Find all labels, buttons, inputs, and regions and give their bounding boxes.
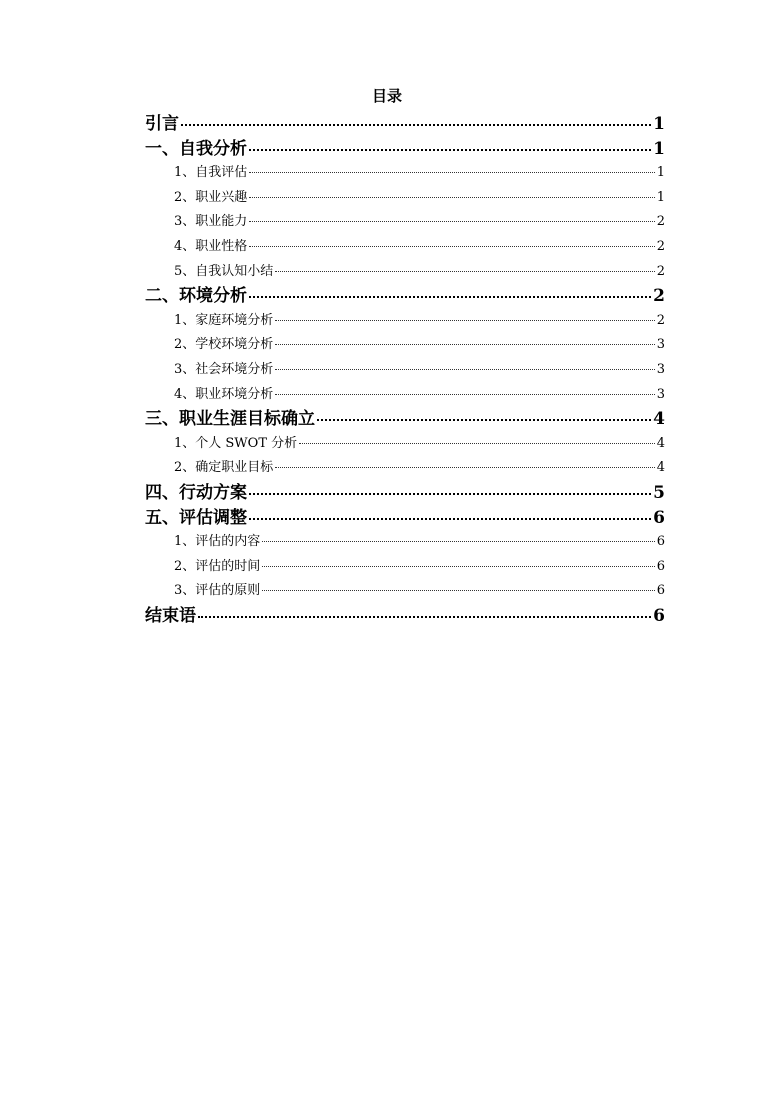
toc-entry-label: 2、评估的时间	[174, 558, 261, 574]
toc-entry-page-number: 3	[656, 361, 665, 377]
toc-entry-page-number: 2	[656, 263, 665, 279]
toc-entry-section[interactable]	[145, 309, 665, 334]
toc-entry-label: 3、职业能力	[174, 214, 248, 230]
toc-entry-section[interactable]	[145, 530, 665, 555]
toc-entry-label: 1、家庭环境分析	[174, 312, 274, 328]
toc-entry-chapter[interactable]	[145, 604, 665, 629]
toc-entry-section[interactable]	[145, 432, 665, 457]
toc-entry-page-number: 4	[656, 460, 665, 476]
toc-entry-chapter[interactable]	[145, 506, 665, 531]
toc-entry-page-number: 5	[653, 482, 665, 503]
toc-dot-leader	[249, 221, 654, 222]
toc-dot-leader	[249, 197, 654, 198]
toc-entry-label: 3、评估的原则	[174, 583, 261, 599]
toc-entry-label: 1、个人 SWOT 分析	[174, 435, 298, 451]
toc-entry-label: 2、确定职业目标	[174, 460, 274, 476]
toc-entry-page-number: 6	[656, 558, 665, 574]
toc-entry-page-number: 6	[656, 534, 665, 550]
toc-entry-label: 结束语	[145, 605, 196, 626]
toc-dot-leader	[275, 271, 654, 272]
toc-entry-page-number: 2	[656, 238, 665, 254]
toc-entry-label: 2、职业兴趣	[174, 189, 248, 205]
toc-dot-leader	[275, 344, 654, 345]
toc-entry-label: 四、行动方案	[145, 482, 247, 503]
toc-entry-section[interactable]	[145, 210, 665, 235]
toc-dot-leader	[275, 467, 654, 468]
toc-entry-label: 3、社会环境分析	[174, 361, 274, 377]
toc-dot-leader	[198, 616, 651, 618]
toc-entry-page-number: 1	[656, 189, 665, 205]
toc-entry-page-number: 4	[656, 435, 665, 451]
toc-entry-page-number: 3	[656, 386, 665, 402]
toc-entry-section[interactable]	[145, 161, 665, 186]
toc-entry-label: 4、职业性格	[174, 238, 248, 254]
toc-entry-page-number: 6	[656, 583, 665, 599]
toc-entry-section[interactable]	[145, 579, 665, 604]
toc-dot-leader	[317, 419, 651, 421]
toc-entry-label: 1、自我评估	[174, 165, 248, 181]
toc-entry-chapter[interactable]	[145, 137, 665, 162]
toc-entry-page-number: 3	[656, 337, 665, 353]
toc-entry-label: 一、自我分析	[145, 138, 247, 159]
table-of-contents	[145, 112, 665, 628]
toc-dot-leader	[262, 541, 654, 542]
toc-entry-label: 2、学校环境分析	[174, 337, 274, 353]
toc-entry-page-number: 2	[656, 312, 665, 328]
toc-entry-section[interactable]	[145, 358, 665, 383]
toc-entry-section[interactable]	[145, 456, 665, 481]
toc-entry-section[interactable]	[145, 383, 665, 408]
toc-entry-section[interactable]	[145, 333, 665, 358]
toc-dot-leader	[249, 246, 654, 247]
toc-dot-leader	[262, 590, 654, 591]
toc-dot-leader	[262, 566, 654, 567]
toc-entry-label: 4、职业环境分析	[174, 386, 274, 402]
toc-dot-leader	[181, 124, 651, 126]
toc-entry-page-number: 6	[653, 605, 665, 626]
toc-entry-section[interactable]	[145, 555, 665, 580]
toc-entry-chapter[interactable]	[145, 481, 665, 506]
toc-dot-leader	[275, 394, 654, 395]
toc-entry-chapter[interactable]	[145, 112, 665, 137]
toc-entry-label: 5、自我认知小结	[174, 263, 274, 279]
toc-dot-leader	[249, 172, 654, 173]
toc-entry-label: 1、评估的内容	[174, 534, 261, 550]
toc-entry-section[interactable]	[145, 186, 665, 211]
toc-entry-chapter[interactable]	[145, 407, 665, 432]
toc-dot-leader	[275, 369, 654, 370]
toc-dot-leader	[249, 149, 651, 151]
toc-entry-label: 三、职业生涯目标确立	[145, 409, 315, 430]
toc-entry-page-number: 2	[656, 214, 665, 230]
toc-entry-page-number: 6	[653, 507, 665, 528]
toc-entry-page-number: 4	[653, 409, 665, 430]
toc-entry-label: 二、环境分析	[145, 286, 247, 307]
toc-entry-page-number: 2	[653, 286, 665, 307]
toc-entry-chapter[interactable]	[145, 284, 665, 309]
toc-dot-leader	[249, 493, 651, 495]
toc-dot-leader	[249, 296, 651, 298]
toc-entry-page-number: 1	[653, 114, 665, 134]
toc-entry-page-number: 1	[653, 138, 665, 159]
toc-entry-section[interactable]	[145, 260, 665, 285]
toc-dot-leader	[275, 320, 654, 321]
toc-entry-section[interactable]	[145, 235, 665, 260]
toc-dot-leader	[299, 443, 655, 444]
toc-entry-page-number: 1	[656, 165, 665, 181]
toc-dot-leader	[249, 518, 651, 520]
toc-entry-label: 五、评估调整	[145, 507, 247, 528]
toc-title: 目录	[371, 87, 402, 105]
toc-entry-label: 引言	[145, 114, 179, 134]
